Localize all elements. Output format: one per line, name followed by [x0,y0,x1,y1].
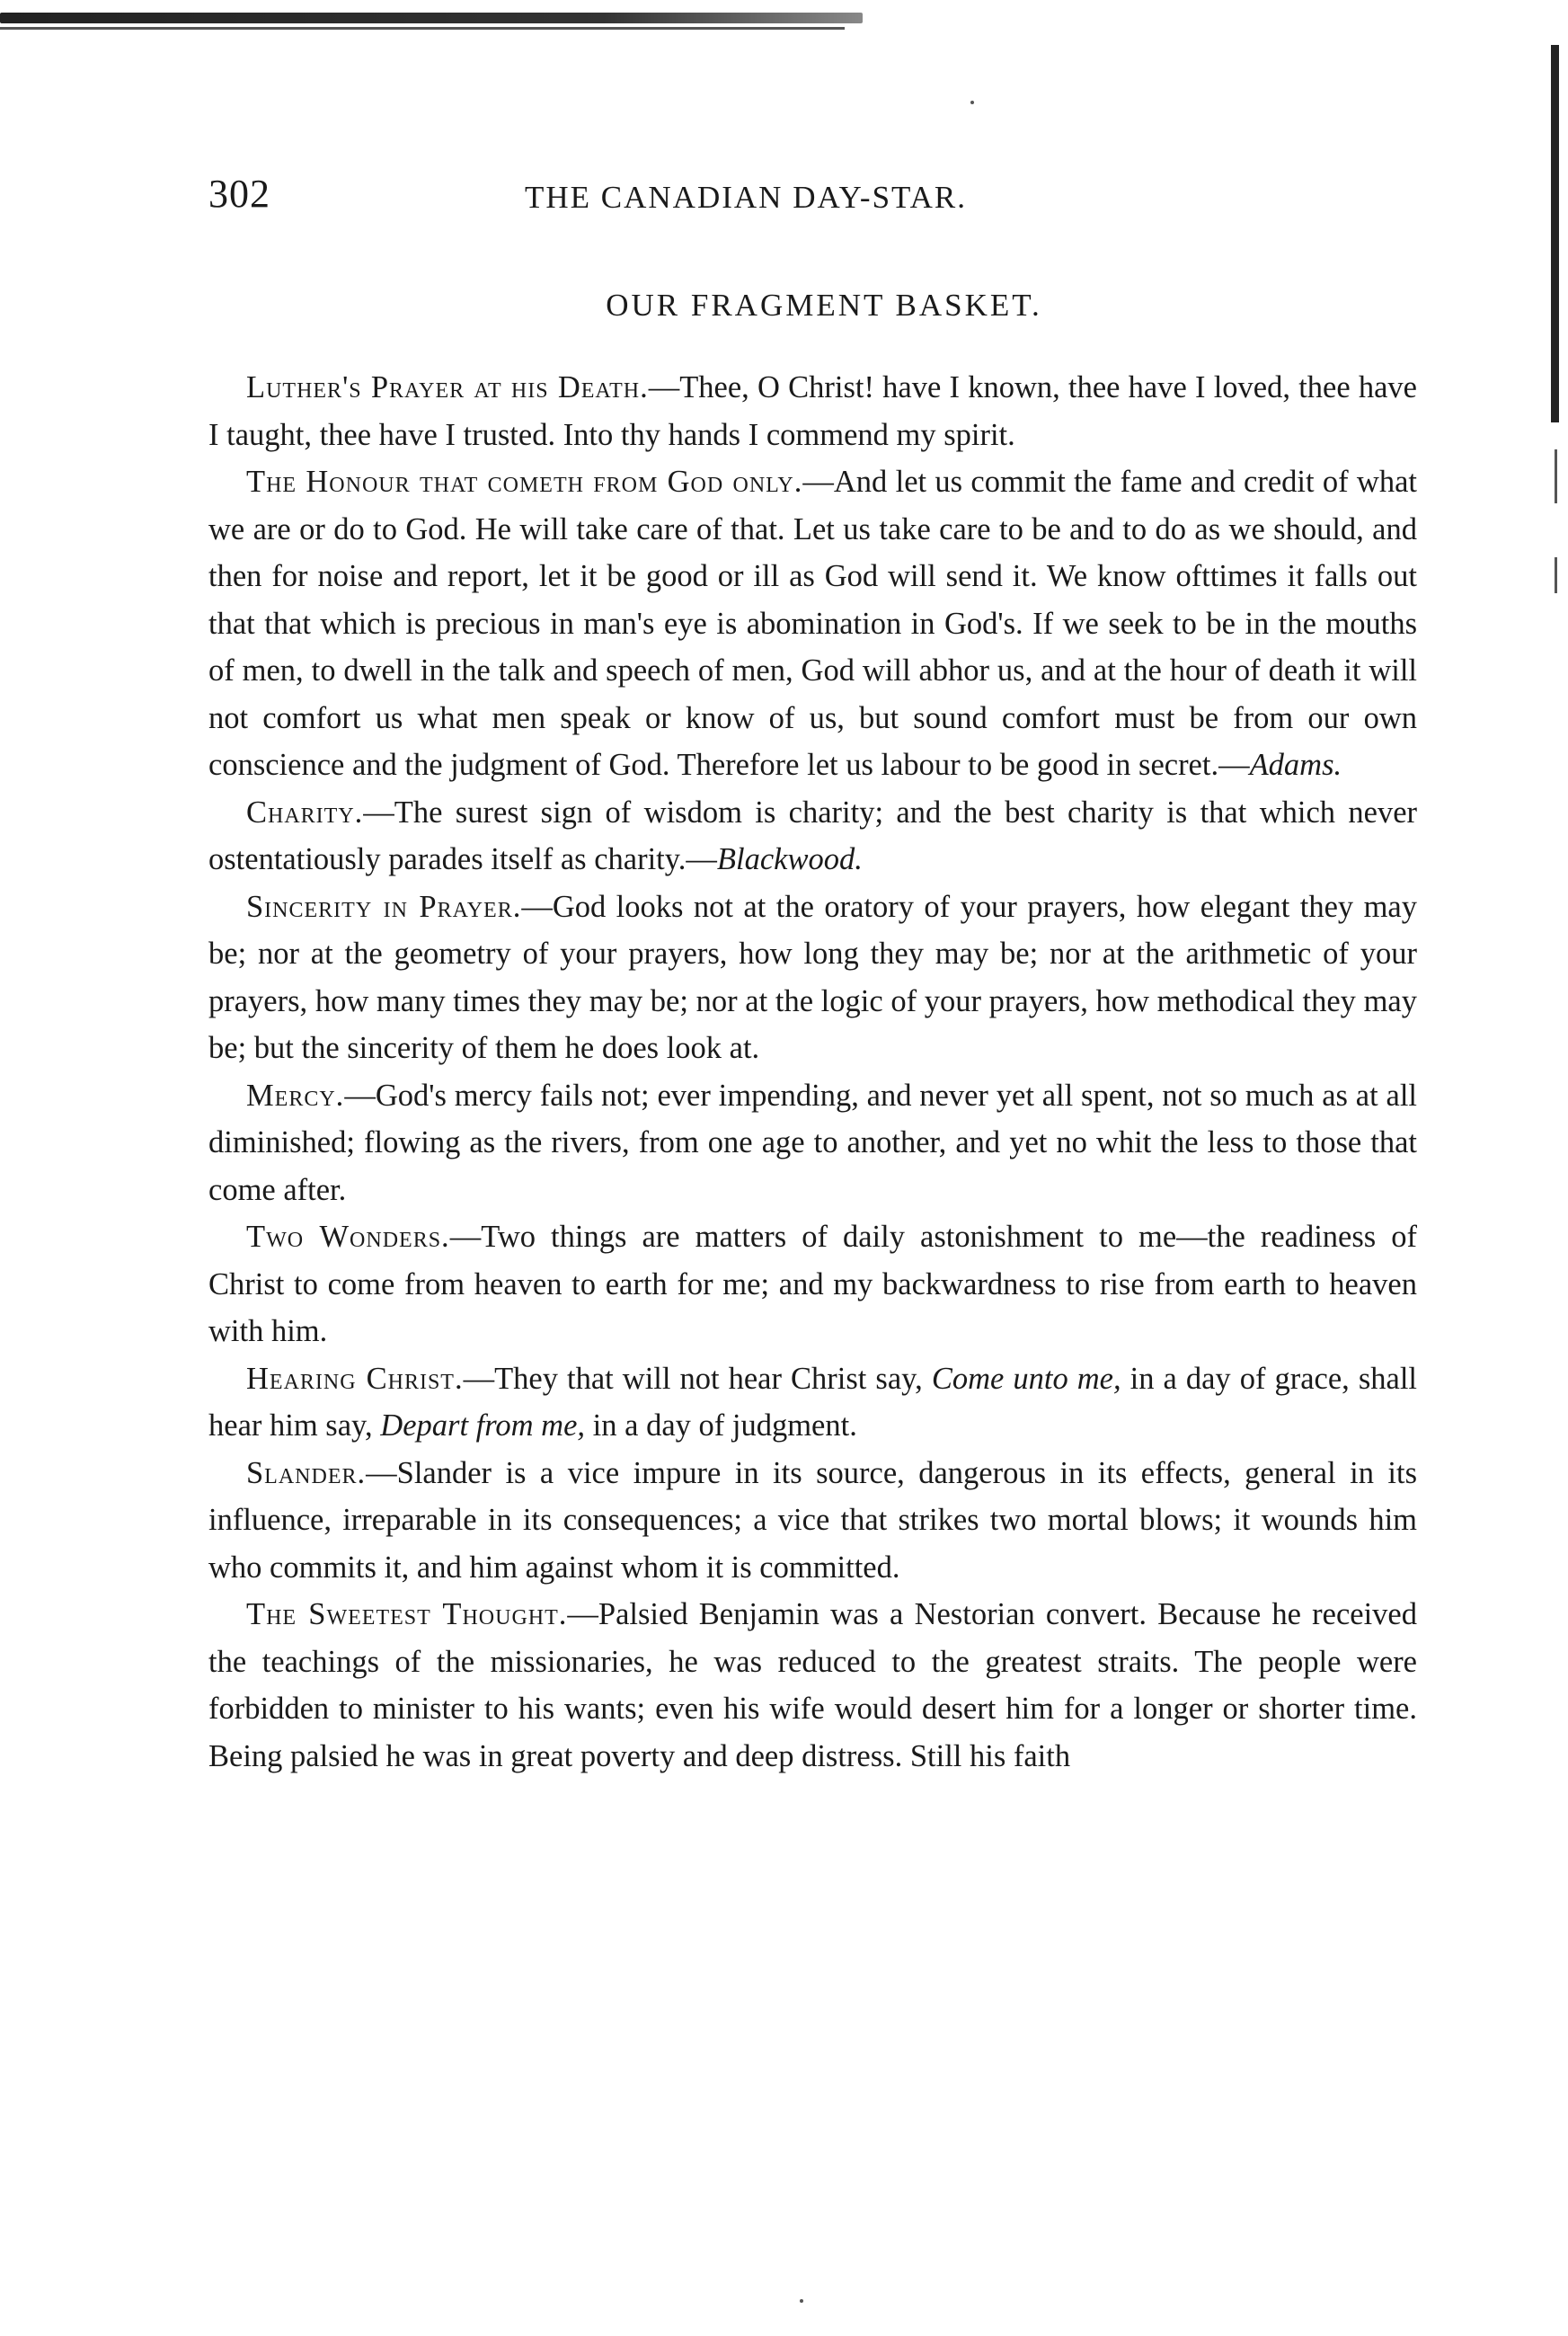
paragraph-text: —They that will not hear Christ say, [463,1361,932,1396]
top-border-rule [0,13,863,23]
paragraph-luthers-prayer [208,364,1417,458]
paragraph-text: in a day of grace, shall hear him say, [208,1361,1417,1443]
paragraph-mercy [208,1072,1417,1214]
paragraph-text: —And let us commit the fame and credit of what we are or do to God. He will take care of that. Let us take care to be and to do as we should, and then for noise and report, let it be good or ill as God will send it. We know ofttimes it falls out that that which is precious in man's eye is abomination in God's. If we seek to be in the mouths of men, to dwell in the talk and speech of men, God will abhor us, and at the hour of death it will not comfort us what men speak or know of us, but sound comfort must be from our own conscience and the judgment of God. Therefore let us labour to be good in secret.— [208,465,1417,782]
page-edge-mark [1555,449,1557,503]
paragraph-italic-phrase: Come unto me, [931,1361,1121,1396]
running-head [208,171,1440,234]
paragraph-text: —Palsied Benjamin was a Nestorian convert. Because he received the teachings of the missionaries, he was reduced to the greatest straits. The people were forbidden to minister to his wants; even his wife would desert him for a longer or shorter time. Being palsied he was in great poverty and deep distress. Still his faith [208,1597,1417,1773]
ink-speck [970,101,974,104]
paragraph-heading: Charity. [246,795,364,830]
paragraph-text: —God's mercy fails not; ever impending, and never yet all spent, not so much as at all diminished; flowing as the rivers, from one age to another, and yet no whit the less to those that come after. [208,1078,1417,1207]
paragraph-heading: The Sweetest Thought. [246,1597,568,1631]
paragraph-text: —Two things are matters of daily astonishment to me—the readiness of Christ to come from heaven to earth for me; and my backwardness to rise from earth to heaven with him. [208,1220,1417,1348]
paragraph-text: —Slander is a vice impure in its source, dangerous in its effects, general in its influence, irreparable in its consequences; a vice that strikes two mortal blows; it wounds him who commits it, and him against whom it is committed. [208,1455,1417,1585]
paragraph-heading: The Honour that cometh from God only. [246,465,803,499]
paragraph-heading: Hearing Christ. [246,1361,464,1396]
paragraph-heading: Luther's Prayer at his Death. [246,370,649,404]
paragraph-slander [208,1450,1417,1592]
paragraph-heading: Two Wonders. [246,1220,450,1254]
running-title: THE CANADIAN DAY-STAR. [525,180,967,215]
paragraph-text: —God looks not at the oratory of your prayers, how elegant they may be; nor at the geometry of your prayers, how long they may be; nor at the arithmetic of your prayers, how many times they may be; nor at the logic of your prayers, how methodical they may be; but the sincerity of them he does look at. [208,889,1417,1065]
paragraph-hearing-christ [208,1355,1417,1450]
paragraph-source: Adams. [1249,748,1342,782]
paragraph-text: in a day of judgment. [585,1408,857,1443]
paragraph-sweetest-thought [208,1591,1417,1780]
paragraph-sincerity [208,884,1417,1072]
section-title: OUR FRAGMENT BASKET. [606,288,1042,323]
page-edge-shadow [1551,45,1559,422]
paragraph-heading: Mercy. [246,1078,345,1113]
paragraph-text: —The surest sign of wisdom is charity; and the best charity is that which never ostentatiously parades itself as charity.— [208,795,1417,876]
page-number: 302 [208,172,270,216]
top-border-thin-rule [0,27,845,30]
paragraph-italic-phrase: Depart from me, [380,1408,586,1443]
paragraph-heading: Sincerity in Prayer. [246,889,522,924]
paragraph-two-wonders [208,1213,1417,1355]
paragraph-heading: Slander. [246,1455,367,1490]
paragraph-text: —Thee, O Christ! have I known, thee have I loved, thee have I taught, thee have I trusted. Into thy hands I commend my spirit. [208,370,1417,452]
ink-speck [800,2299,803,2303]
article-body [208,364,1417,1780]
paragraph-honour [208,458,1417,789]
paragraph-source: Blackwood. [716,842,863,876]
page-edge-mark [1555,557,1557,593]
paragraph-charity [208,789,1417,884]
